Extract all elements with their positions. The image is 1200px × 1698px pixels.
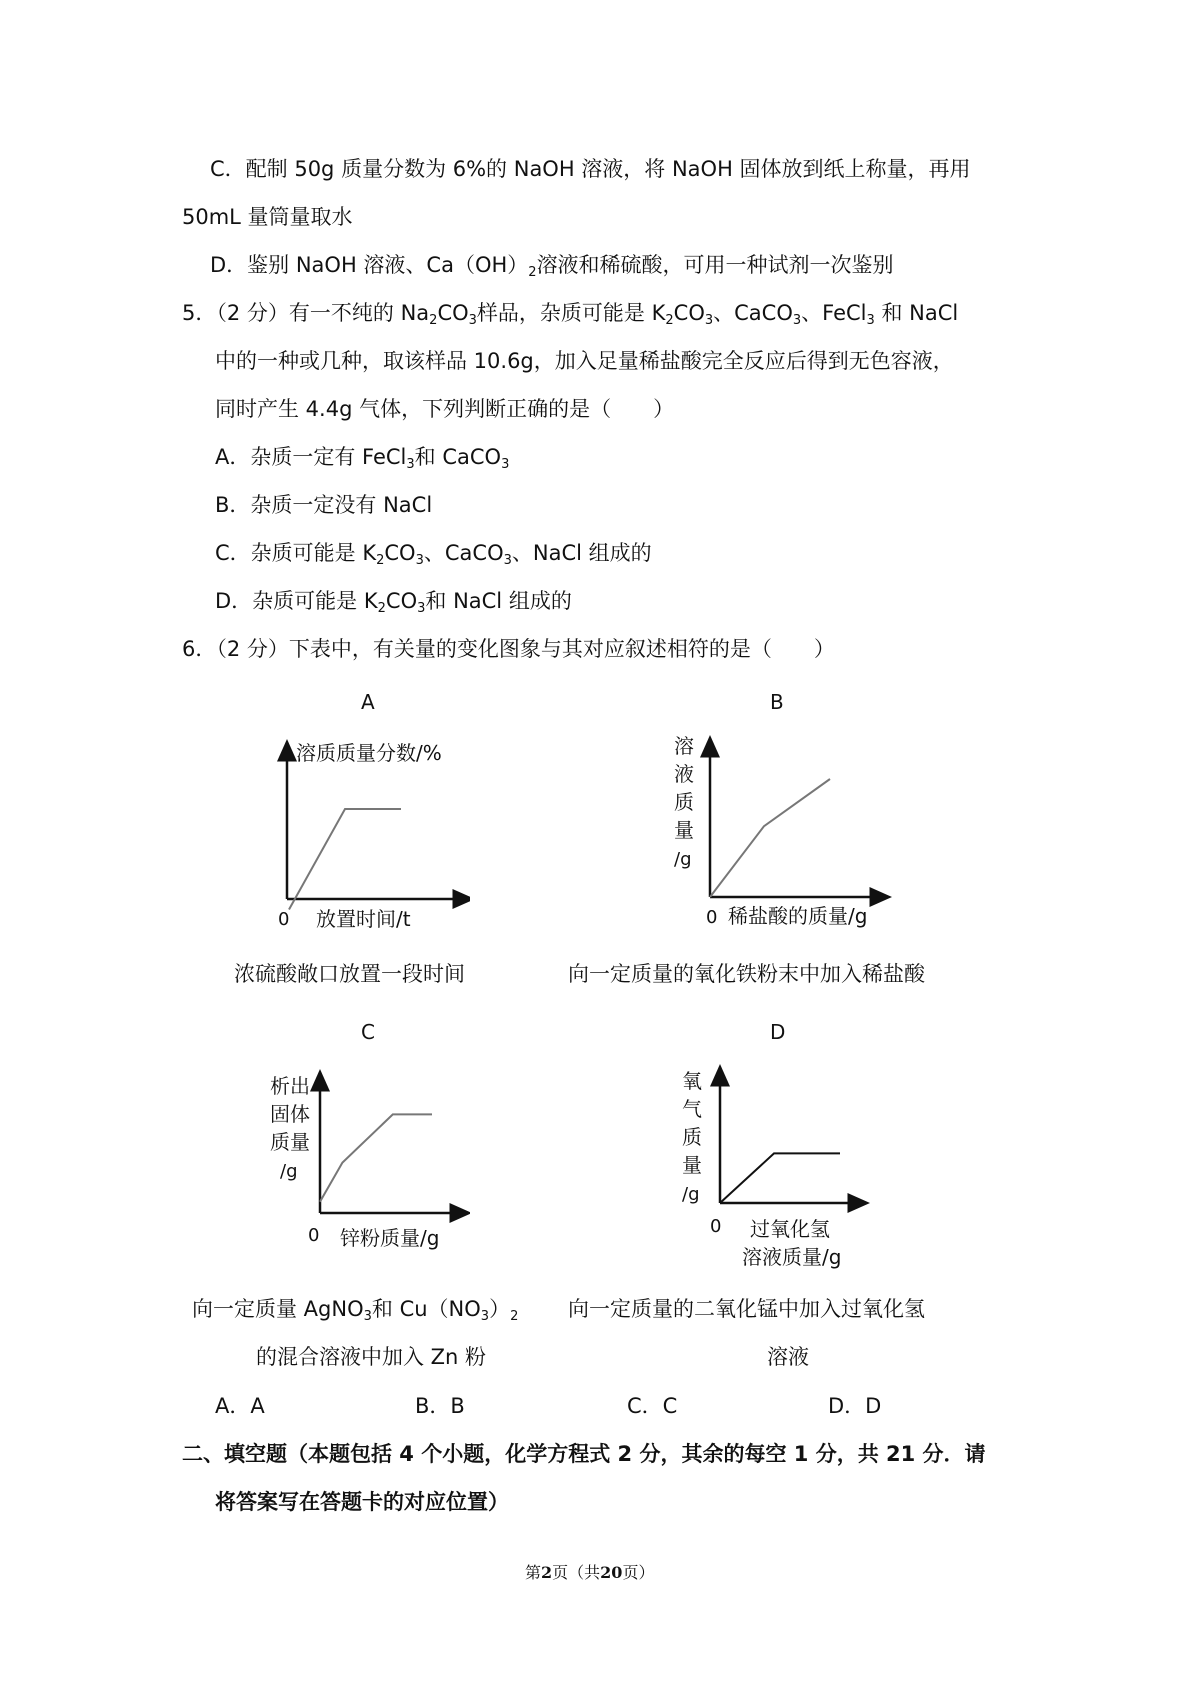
graph-b-line: [710, 779, 830, 897]
graph-a-letter: A: [361, 690, 375, 714]
q5-option-c: C．杂质可能是 $K_2CO_3$、CaCO$_3$、NaCl 组成的: [215, 541, 652, 568]
graph-d-ylabel-char: 气: [682, 1097, 702, 1121]
graph-b-origin: 0: [706, 907, 718, 928]
graph-b-ylabel-char: 液: [674, 762, 694, 786]
graph-d-caption-line1: 向一定质量的二氧化锰中加入过氧化氢: [568, 1297, 925, 1321]
q5-stem-line1: 5．（2 分）有一不纯的 $Na_2CO_3$样品，杂质可能是 $K_2CO_3$、CaCO$_3$、FeCl$_3$ 和 NaCl: [182, 301, 959, 328]
graph-c: [270, 1065, 470, 1265]
graph-d-letter: D: [770, 1020, 786, 1044]
graph-c-letter: C: [361, 1020, 375, 1044]
graph-d-xlabel-line1: 过氧化氢: [750, 1217, 830, 1241]
graph-c-ylabel: [270, 1074, 310, 1182]
graph-a-line: [289, 809, 401, 910]
graph-a: [270, 735, 470, 935]
graph-b: [672, 735, 892, 935]
graph-b-letter: B: [770, 690, 784, 714]
q6-choice-a: A．A: [215, 1394, 265, 1418]
graph-a-xlabel: 放置时间/t: [316, 907, 411, 931]
graph-d-caption-line2: 溶液: [767, 1345, 809, 1369]
graph-c-ylabel-row: 固体: [270, 1102, 310, 1126]
q6-choice-b: B．B: [415, 1394, 465, 1418]
q4-option-c-line1: C．配制 50g 质量分数为 6%的 NaOH 溶液，将 NaOH 固体放到纸上称量，再用: [210, 157, 971, 181]
graph-c-line: [320, 1114, 432, 1201]
graph-c-caption-line1: 向一定质量 AgNO$_3$和 $Cu(NO_3)_2$: [192, 1297, 519, 1324]
graph-d-ylabel-char: 质: [682, 1125, 702, 1149]
graph-b-ylabel-unit: /g: [674, 849, 692, 870]
graph-b-ylabel-char: 质: [674, 790, 694, 814]
graph-c-caption-line2: 的混合溶液中加入 Zn 粉: [256, 1345, 487, 1369]
graph-c-xlabel: 锌粉质量/g: [340, 1226, 440, 1250]
section2-heading-line2: 将答案写在答题卡的对应位置）: [215, 1490, 509, 1514]
graph-c-ylabel-row: 析出: [270, 1074, 310, 1098]
page-footer: 第2页（共20页）: [525, 1563, 655, 1582]
q6-choice-c: C．C: [627, 1394, 678, 1418]
graph-d-ylabel-char: 氧: [682, 1069, 702, 1093]
graph-c-ylabel-row: /g: [280, 1161, 298, 1182]
graph-b-xlabel: 稀盐酸的质量/g: [728, 904, 868, 928]
graph-d-line: [720, 1153, 840, 1203]
q5-stem-line3: 同时产生 4.4g 气体，下列判断正确的是（ ）: [215, 397, 675, 421]
graph-c-ylabel-row: 质量: [270, 1130, 310, 1154]
graph-d: [680, 1060, 880, 1280]
q5-option-b: B．杂质一定没有 NaCl: [215, 493, 433, 517]
q5-option-a: A．杂质一定有 FeCl$_3$和 CaCO$_3$: [215, 445, 510, 472]
q4-option-d: D．鉴别 NaOH 溶液、$Ca(OH)_2$溶液和稀硫酸，可用一种试剂一次鉴别: [210, 253, 894, 280]
graph-d-ylabel: [682, 1069, 702, 1205]
graph-a-ylabel: 溶质质量分数/%: [296, 741, 442, 765]
graph-a-origin: 0: [278, 909, 290, 930]
graph-d-xlabel-line2: 溶液质量/g: [742, 1245, 842, 1269]
q4-option-c-line2: 50mL 量筒量取水: [182, 205, 353, 229]
graph-a-caption: 浓硫酸敞口放置一段时间: [234, 962, 465, 986]
q6-choice-d: D．D: [828, 1394, 882, 1418]
q5-stem-line2: 中的一种或几种，取该样品 10.6g，加入足量稀盐酸完全反应后得到无色容液，: [215, 349, 954, 373]
graph-d-ylabel-unit: /g: [682, 1184, 700, 1205]
q6-stem: 6．（2 分）下表中，有关量的变化图象与其对应叙述相符的是（ ）: [182, 637, 835, 661]
section2-heading-line1: 二、填空题（本题包括 4 个小题，化学方程式 2 分，其余的每空 1 分，共 21 分．请: [182, 1442, 986, 1466]
graph-c-origin: 0: [308, 1225, 320, 1246]
graph-b-ylabel: [674, 735, 694, 870]
graph-b-ylabel-char: 量: [674, 818, 694, 842]
graph-d-ylabel-char: 量: [682, 1153, 702, 1177]
graph-b-caption: 向一定质量的氧化铁粉末中加入稀盐酸: [568, 962, 925, 986]
graph-d-origin: 0: [710, 1216, 722, 1237]
graph-b-ylabel-char: 溶: [674, 735, 694, 758]
q5-option-d: D．杂质可能是 $K_2CO_3$和 NaCl 组成的: [215, 589, 572, 616]
